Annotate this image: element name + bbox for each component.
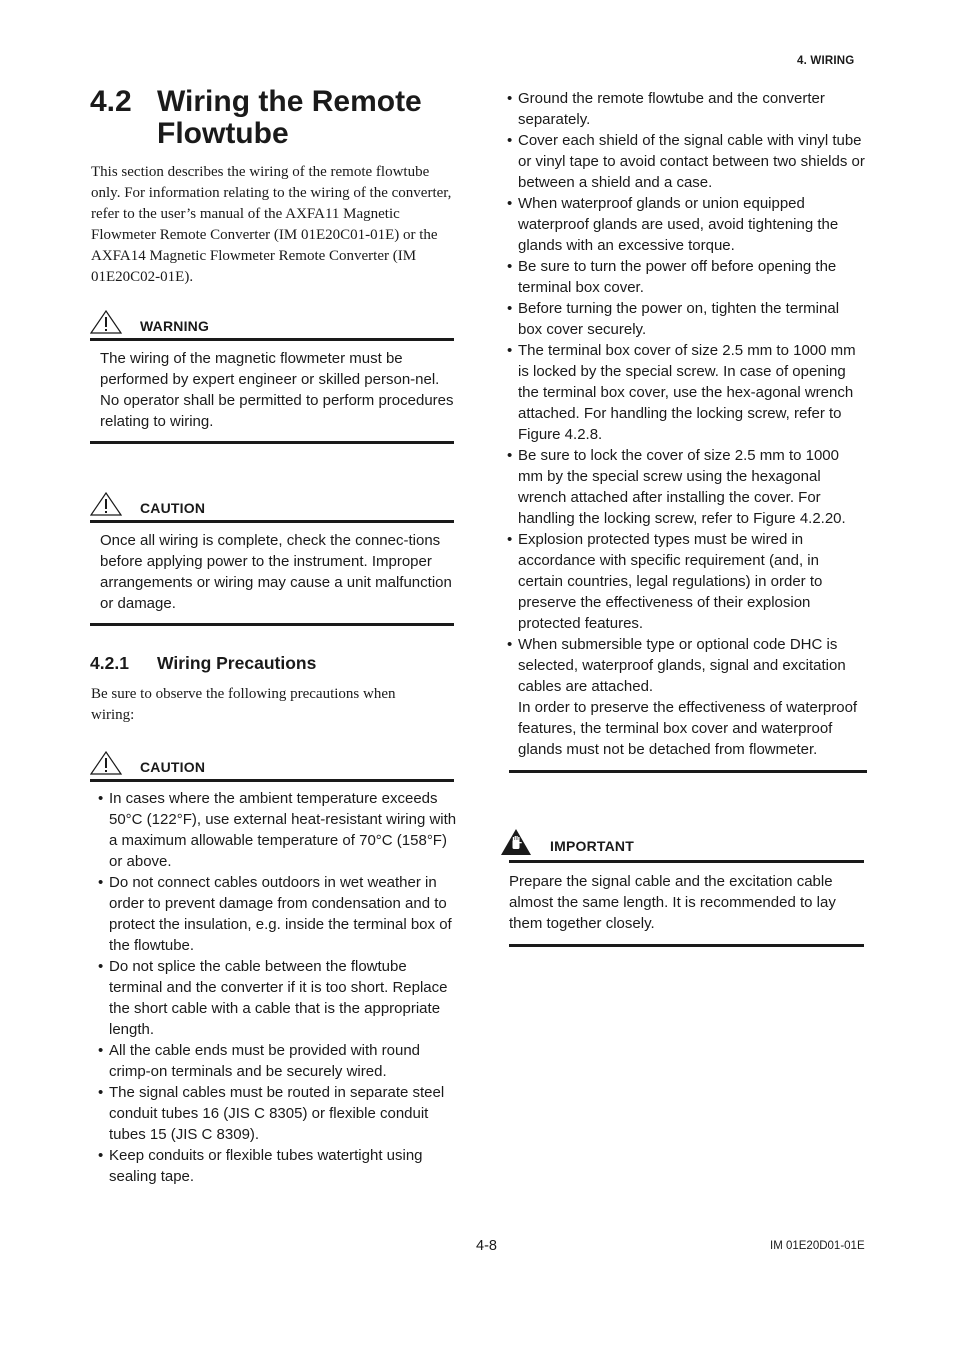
warning-text: The wiring of the magnetic flowmeter must be performed by expert engineer or skilled person-nel. No operator shall be permitted to perform procedures relating to wiring.: [100, 350, 454, 430]
warning-triangle-icon: [90, 310, 122, 334]
important-header: [500, 828, 864, 856]
warning-triangle-icon: [90, 492, 122, 516]
caution-header: [90, 490, 454, 518]
hand-stop-icon: [500, 828, 532, 856]
warning-box: [90, 308, 454, 444]
caution-precautions-box: [90, 749, 454, 782]
precautions-list-col1: [100, 788, 460, 1187]
list-item: • The signal cables must be routed in separate steel conduit tubes 16 (JIS C 8305) or flexible conduit tubes 15 (JIS C 8309).: [100, 1082, 460, 1145]
list-item: • Be sure to lock the cover of size 2.5 mm to 1000 mm by the special screw using the hexagonal wrench attached after installing the cover. For handling the locking screw, refer to Figure 4.2.20.: [509, 445, 867, 529]
caution-label: CAUTION: [140, 500, 206, 516]
running-header: 4. WIRING: [797, 55, 855, 67]
precautions-intro: Be sure to observe the following precautions when wiring:: [91, 686, 396, 723]
subsection-title: Wiring Precautions: [157, 653, 317, 673]
intro-paragraph: This section describes the wiring of the remote flowtube only. For information relating to the wiring of the converter, refer to the user’s manual of the AXFA11 Magnetic Flowmeter Remote Converter (IM 01E20C01-01E) or the AXFA14 Magnetic Flowmeter Remote Converter (IM 01E20C02-01E).: [91, 164, 452, 285]
section-title-text: Wiring the Remote Flowtube: [157, 85, 422, 150]
important-label: IMPORTANT: [550, 838, 634, 854]
subsection-heading: [90, 653, 316, 674]
list-item: • Explosion protected types must be wired in accordance with specific requirement (and, in certain countries, legal regulations) in order to preserve the effectiveness of their explosion protected features.: [509, 529, 867, 634]
caution-box: [90, 490, 454, 626]
warning-label: WARNING: [140, 318, 210, 334]
page-number: 4-8: [476, 1238, 497, 1254]
list-item: • All the cable ends must be provided with round crimp-on terminals and be securely wired.: [100, 1040, 460, 1082]
caution-text: Once all wiring is complete, check the connec-tions before applying power to the instrument. Improper arrangements or wiring may cause a unit malfunction or damage.: [100, 532, 452, 612]
list-item: • Keep conduits or flexible tubes watertight using sealing tape.: [100, 1145, 460, 1187]
subsection-number: 4.2.1: [90, 653, 129, 673]
caution-precautions-label: CAUTION: [140, 759, 206, 775]
list-item: • In cases where the ambient temperature exceeds 50°C (122°F), use external heat-resistant wiring with a maximum allowable temperature of 70°C (158°F) or above.: [100, 788, 460, 872]
list-item: • Be sure to turn the power off before opening the terminal box cover.: [509, 256, 867, 298]
warning-bottom-rule: [90, 441, 454, 444]
list-item: • When waterproof glands or union equipped waterproof glands are used, avoid tightening the glands with an excessive torque.: [509, 193, 867, 256]
warning-triangle-icon: [90, 751, 122, 775]
warning-header: [90, 308, 454, 336]
list-item: • Do not splice the cable between the flowtube terminal and the converter if it is too short. Replace the short cable with a cable that is the appropriate length.: [100, 956, 460, 1040]
document-id: IM 01E20D01-01E: [770, 1240, 865, 1252]
list-item: • When submersible type or optional code DHC is selected, waterproof glands, signal and excitation cables are attached. In order to preserve the effectiveness of waterproof features, the terminal box cover and waterproof glands must not be detached from flowmeter.: [509, 634, 867, 760]
caution-precautions-bottom-rule: [509, 770, 867, 773]
list-item: • Before turning the power on, tighten the terminal box cover securely.: [509, 298, 867, 340]
caution-bottom-rule: [90, 623, 454, 626]
section-title: [90, 86, 470, 150]
list-item: • Do not connect cables outdoors in wet weather in order to prevent damage from condensation and to protect the insulation, e.g. inside the terminal box of the flowtube.: [100, 872, 460, 956]
important-text: Prepare the signal cable and the excitation cable almost the same length. It is recommended to lay them together closely.: [509, 873, 836, 932]
precautions-col2: [509, 88, 867, 773]
list-item: • Ground the remote flowtube and the converter separately.: [509, 88, 867, 130]
precautions-list-col2: [509, 88, 867, 760]
list-item: • Cover each shield of the signal cable with vinyl tube or vinyl tape to avoid contact between two shields or between a shield and a case.: [509, 130, 867, 193]
important-bottom-rule: [509, 944, 864, 947]
important-box: [500, 828, 864, 947]
caution-precautions-top-rule: [90, 779, 454, 782]
caution-precautions-header: [90, 749, 454, 777]
list-item: • The terminal box cover of size 2.5 mm to 1000 mm is locked by the special screw. In case of opening the terminal box cover, use the hex-agonal wrench attached. For handling the locking screw, refer to Figure 4.2.8.: [509, 340, 867, 445]
section-number: 4.2: [90, 85, 132, 118]
